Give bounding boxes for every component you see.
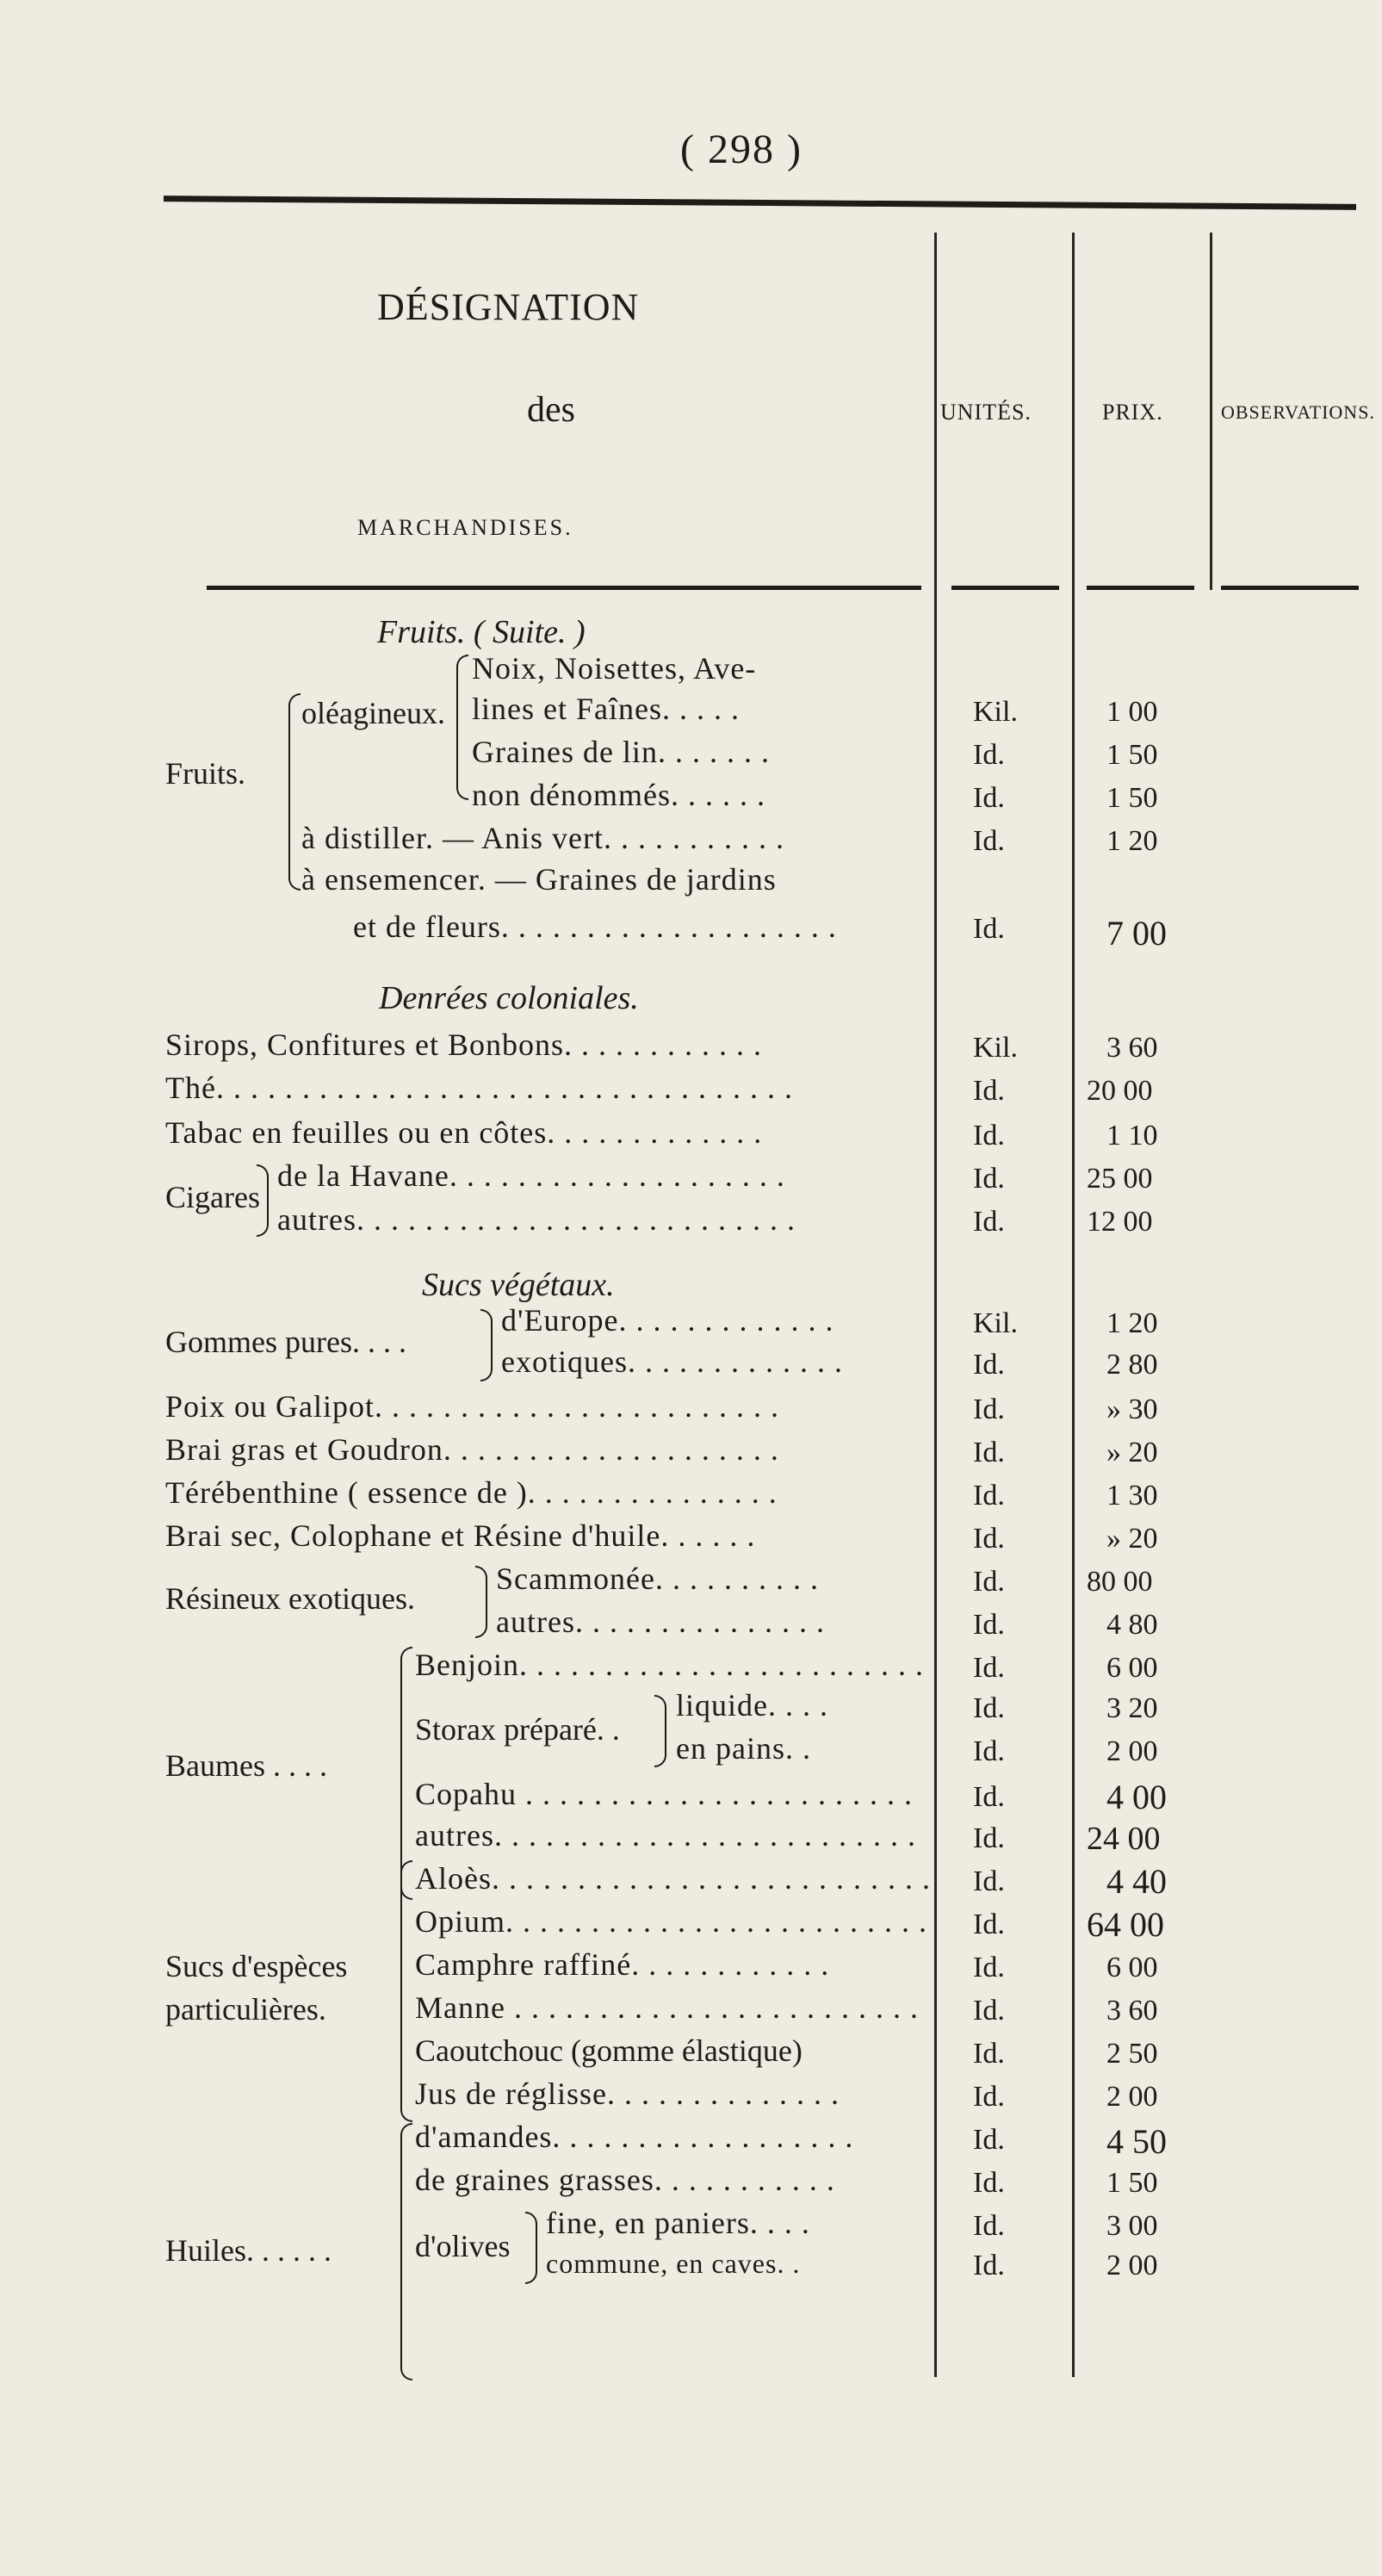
header-rule-designation (207, 586, 921, 590)
row-unit: Id. (973, 1163, 1005, 1195)
row-price: » 20 (1106, 1523, 1158, 1555)
row-unit: Id. (973, 1822, 1005, 1854)
section-title-sucs: Sucs végétaux. (422, 1267, 615, 1303)
row-price: 1 00 (1106, 696, 1158, 728)
header-des: des (527, 390, 575, 430)
row-unit: Id. (973, 1349, 1005, 1381)
row-unit: Id. (973, 2038, 1005, 2070)
row-price: » 20 (1106, 1437, 1158, 1468)
row-unit: Id. (973, 2124, 1005, 2156)
row-text: Scammonée. . . . . . . . . . (496, 1561, 819, 1596)
row-unit: Id. (973, 1652, 1005, 1684)
row-price: 6 00 (1106, 1652, 1158, 1684)
label-baumes: Baumes . . . . (165, 1748, 327, 1783)
row-unit: Id. (973, 1394, 1005, 1425)
row-price: 1 50 (1106, 2167, 1158, 2199)
row-text: Thé. . . . . . . . . . . . . . . . . . . . . . . . . . . . . . . . . . (165, 1071, 793, 1105)
label-olives: d'olives (415, 2229, 511, 2263)
row-text: Poix ou Galipot. . . . . . . . . . . . . . . . . . . . . . . . (165, 1389, 780, 1424)
row-unit: Id. (973, 2250, 1005, 2281)
top-rule (164, 196, 1356, 210)
row-text: d'amandes. . . . . . . . . . . . . . . . . . (415, 2120, 854, 2154)
header-observations: OBSERVATIONS. (1221, 401, 1375, 423)
row-text: à ensemencer. — Graines de jardins (301, 862, 777, 897)
row-text: Caoutchouc (gomme élastique) (415, 2033, 803, 2068)
row-unit: Id. (973, 825, 1005, 857)
row-price: 1 10 (1106, 1120, 1158, 1151)
row-text: de la Havane. . . . . . . . . . . . . . . . . . . . (277, 1158, 785, 1193)
row-price: 1 20 (1106, 1307, 1158, 1339)
row-unit: Id. (973, 1865, 1005, 1897)
row-text: exotiques. . . . . . . . . . . . . (501, 1344, 843, 1379)
row-price: 4 00 (1106, 1778, 1167, 1816)
header-units: UNITÉS. (940, 400, 1032, 425)
row-price: 3 20 (1106, 1692, 1158, 1724)
row-price: 2 50 (1106, 2038, 1158, 2070)
header-rule-price (1087, 586, 1194, 590)
label-storax: Storax préparé. . (415, 1712, 620, 1747)
row-price: » 30 (1106, 1394, 1158, 1425)
row-price: 3 60 (1106, 1032, 1158, 1064)
label-sucs-particulieres: particulières. (165, 1992, 326, 2027)
row-unit: Id. (973, 2167, 1005, 2199)
brace-sucs (400, 1860, 412, 2122)
row-text: en pains. . (676, 1731, 811, 1766)
brace-resineux (475, 1566, 487, 1638)
row-unit: Id. (973, 782, 1005, 814)
row-price: 4 50 (1106, 2122, 1167, 2161)
row-unit: Id. (973, 1735, 1005, 1767)
brace-cigares (257, 1164, 269, 1237)
row-text: et de fleurs. . . . . . . . . . . . . . . . . . . . (353, 909, 837, 944)
row-text: Tabac en feuilles ou en côtes. . . . . . . . . . . . . (165, 1115, 763, 1150)
row-unit: Id. (973, 1609, 1005, 1641)
row-text: Opium. . . . . . . . . . . . . . . . . . . . . . . . . (415, 1904, 928, 1939)
row-text: Jus de réglisse. . . . . . . . . . . . . . (415, 2076, 840, 2111)
row-unit: Id. (973, 1523, 1005, 1555)
row-text: Camphre raffiné. . . . . . . . . . . . (415, 1947, 830, 1982)
row-text: commune, en caves. . (546, 2248, 801, 2279)
row-price: 4 40 (1106, 1862, 1167, 1901)
row-text: autres. . . . . . . . . . . . . . . . . . . . . . . . . . (277, 1202, 796, 1237)
brace-gommes (480, 1309, 493, 1381)
row-unit: Kil. (973, 696, 1018, 728)
row-text: Copahu . . . . . . . . . . . . . . . . . . . . . . . (415, 1777, 913, 1811)
section-title-denrees: Denrées coloniales. (379, 980, 639, 1016)
row-price: 1 50 (1106, 739, 1158, 771)
row-price: 1 20 (1106, 825, 1158, 857)
row-price: 1 50 (1106, 782, 1158, 814)
row-price: 2 00 (1106, 2250, 1158, 2281)
brace-fruits (288, 693, 301, 891)
row-text: non dénommés. . . . . . (472, 778, 765, 812)
row-price: 4 80 (1106, 1609, 1158, 1641)
brace-huiles (400, 2123, 412, 2380)
column-divider-price (1072, 233, 1075, 2377)
row-text: Sirops, Confitures et Bonbons. . . . . . . . . . . . (165, 1027, 763, 1062)
row-unit: Id. (973, 1781, 1005, 1813)
brace-storax (654, 1695, 666, 1767)
row-unit: Id. (973, 739, 1005, 771)
row-price: 3 60 (1106, 1995, 1158, 2027)
label-fruits-group: Fruits. (165, 756, 246, 791)
row-text: d'Europe. . . . . . . . . . . . . (501, 1303, 834, 1338)
row-price: 2 00 (1106, 2081, 1158, 2113)
row-text: à distiller. — Anis vert. . . . . . . . . . . (301, 821, 784, 855)
row-unit: Id. (973, 1952, 1005, 1983)
row-price: 6 00 (1106, 1952, 1158, 1983)
row-text: liquide. . . . (676, 1688, 828, 1723)
row-price: 20 00 (1087, 1075, 1153, 1107)
row-text: Aloès. . . . . . . . . . . . . . . . . . . . . . . . . . (415, 1861, 931, 1896)
row-unit: Id. (973, 2081, 1005, 2113)
header-price: PRIX. (1102, 400, 1163, 425)
brace-oleagineux (456, 655, 468, 800)
row-text: autres. . . . . . . . . . . . . . . (496, 1605, 825, 1639)
row-unit: Id. (973, 1995, 1005, 2027)
row-price: 64 00 (1087, 1905, 1164, 1944)
row-text: Benjoin. . . . . . . . . . . . . . . . . . . . . . . . (415, 1648, 924, 1682)
row-unit: Id. (973, 1437, 1005, 1468)
label-sucs-especes: Sucs d'espèces (165, 1949, 348, 1983)
row-price: 1 30 (1106, 1480, 1158, 1511)
row-price: 3 00 (1106, 2210, 1158, 2242)
brace-olives (525, 2212, 537, 2284)
header-rule-units (951, 586, 1059, 590)
row-unit: Id. (973, 1692, 1005, 1724)
row-text: Brai gras et Goudron. . . . . . . . . . . . . . . . . . . . (165, 1432, 779, 1467)
row-unit: Id. (973, 1206, 1005, 1238)
row-price: 2 80 (1106, 1349, 1158, 1381)
row-price: 25 00 (1087, 1163, 1153, 1195)
row-unit: Id. (973, 1566, 1005, 1598)
row-text: lines et Faînes. . . . . (472, 692, 740, 726)
row-unit: Id. (973, 1909, 1005, 1940)
header-marchandises: MARCHANDISES. (357, 515, 573, 540)
label-oleagineux: oléagineux. (301, 696, 445, 730)
row-price: 7 00 (1106, 914, 1167, 953)
row-price: 12 00 (1087, 1206, 1153, 1238)
row-unit: Kil. (973, 1032, 1018, 1064)
row-unit: Id. (973, 2210, 1005, 2242)
row-text: fine, en paniers. . . . (546, 2206, 810, 2240)
column-divider-observations (1210, 233, 1212, 590)
row-price: 24 00 (1087, 1821, 1161, 1857)
row-text: Brai sec, Colophane et Résine d'huile. . . . . . (165, 1518, 756, 1553)
row-text: Manne . . . . . . . . . . . . . . . . . . . . . . . . (415, 1990, 919, 2025)
row-unit: Id. (973, 1120, 1005, 1151)
label-huiles: Huiles. . . . . . (165, 2233, 332, 2268)
page-number: ( 298 ) (680, 127, 803, 172)
header-rule-observations (1221, 586, 1359, 590)
header-designation: DÉSIGNATION (377, 286, 640, 328)
row-unit: Id. (973, 913, 1005, 945)
label-cigares: Cigares (165, 1180, 260, 1214)
column-divider-units (934, 233, 937, 2377)
label-gommes: Gommes pures. . . . (165, 1325, 406, 1359)
row-text: de graines grasses. . . . . . . . . . . (415, 2163, 835, 2197)
row-price: 2 00 (1106, 1735, 1158, 1767)
row-text: Graines de lin. . . . . . . (472, 735, 770, 769)
row-text: Noix, Noisettes, Ave- (472, 651, 757, 686)
label-resineux: Résineux exotiques. (165, 1581, 415, 1616)
section-title-fruits: Fruits. ( Suite. ) (377, 614, 586, 650)
row-unit: Id. (973, 1480, 1005, 1511)
row-text: Térébenthine ( essence de ). . . . . . . . . . . . . . . (165, 1475, 778, 1510)
row-price: 80 00 (1087, 1566, 1153, 1598)
row-unit: Kil. (973, 1307, 1018, 1339)
row-unit: Id. (973, 1075, 1005, 1107)
row-text: autres. . . . . . . . . . . . . . . . . . . . . . . . . (415, 1818, 916, 1853)
